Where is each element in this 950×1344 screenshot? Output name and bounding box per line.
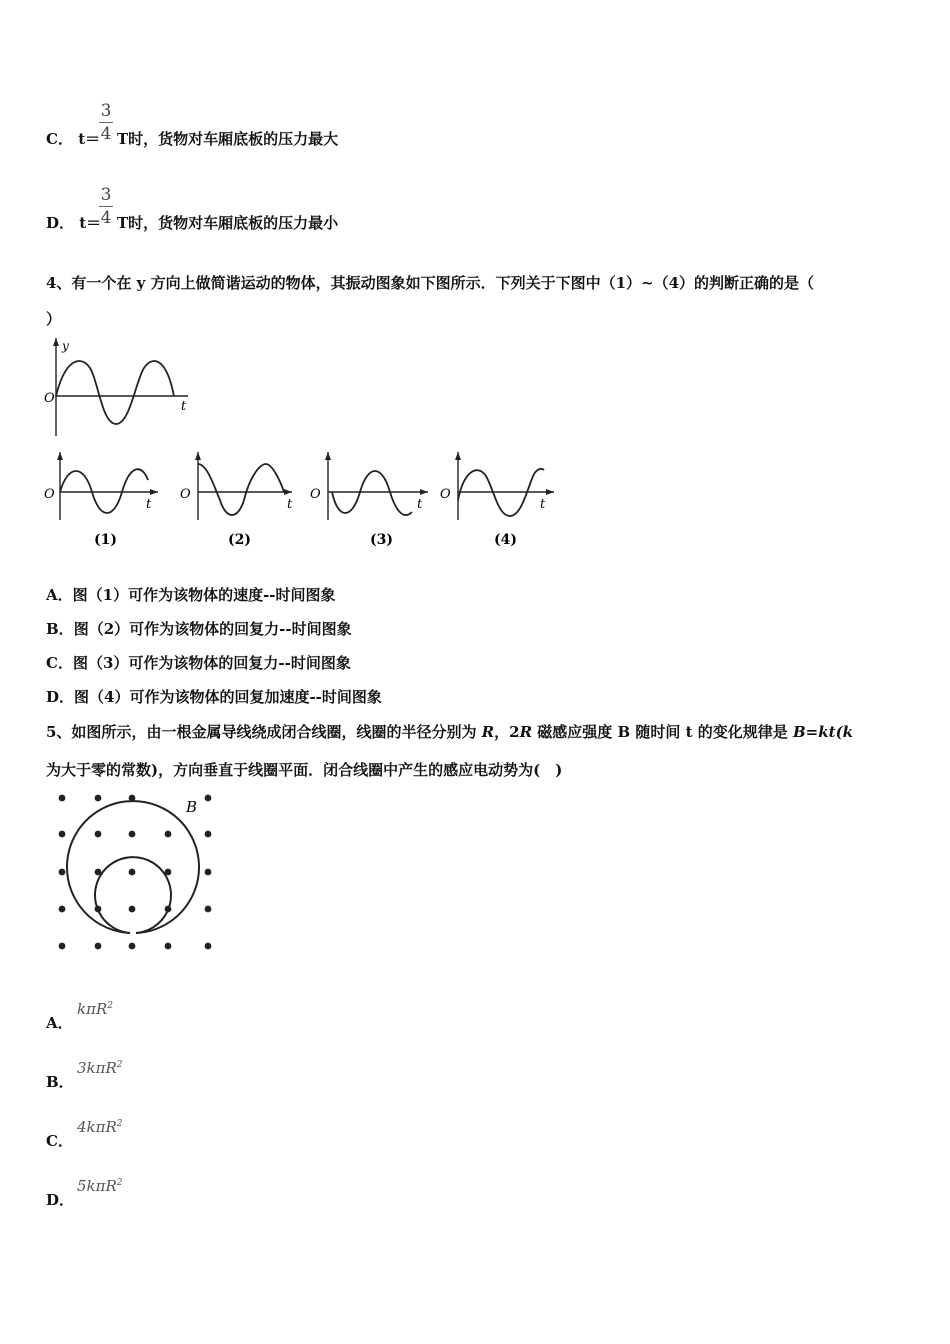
radius-symbol: R [481,723,495,741]
fraction-numerator: 3 [100,185,112,205]
t-axis-label: t [287,497,293,512]
coefficient: 5 [77,1177,87,1195]
k-symbol: k [86,1059,96,1077]
q5-coil-figure [48,788,228,958]
r-symbol: R [105,1177,117,1195]
origin-label: O [44,487,55,502]
r-symbol: R [95,1000,108,1018]
q5-stem-line1 [46,721,853,742]
q5-option-c-expr [77,1118,123,1136]
sub-graph-1 [44,452,158,548]
b-field-label: B [186,798,198,816]
sub-graph-2 [180,452,293,548]
fraction-3-4 [99,184,113,229]
t-axis-label: t [417,497,423,512]
y-axis-arrow [53,338,59,346]
q5-option-a-label: A． [46,1014,73,1032]
option-label: B． [46,620,74,638]
k-symbol: k [86,1177,96,1195]
option-label: A． [46,586,73,604]
q4-option-c [46,652,351,673]
sub-graph-3 [310,452,428,548]
q3-option-c [46,128,100,149]
option-text: 图（4）可作为该物体的回复加速度--时间图象 [74,688,382,706]
field-dots [59,795,212,950]
q4-main-graph [40,336,200,440]
stem-text: ，2 [494,723,520,741]
fraction-denominator: 4 [100,124,112,144]
fraction-denominator: 4 [100,208,112,228]
q4-stem-line1: 4、有一个在 y 方向上做简谐运动的物体，其振动图象如下图所示．下列关于下图中（1）~（4）的判断正确的是（ [46,274,815,292]
r-symbol: R [105,1118,117,1136]
inner-coil [95,857,171,933]
sub-graph-4 [440,452,554,548]
stem-text: 磁感应强度 B 随时间 t 的变化规律是 [532,723,793,741]
sub-label-1: (1) [94,532,117,548]
coefficient: 3 [77,1059,87,1077]
option-label: C． [46,654,73,672]
fraction-numerator: 3 [100,101,112,121]
pi-symbol: π [95,1059,106,1077]
origin-label: O [44,391,55,406]
k-symbol: k [86,1118,96,1136]
origin-label: O [180,487,191,502]
q5-option-a-expr [77,1000,113,1018]
q5-option-d-label: D． [46,1191,75,1209]
option-text: 图（3）可作为该物体的回复力--时间图象 [72,654,351,672]
origin-label: O [440,487,451,502]
fraction-3-4 [99,100,113,145]
option-label: D． [46,214,75,232]
sub-label-4: (4) [494,532,517,548]
t-axis-label: t [540,497,546,512]
radius-symbol: R [519,723,533,741]
origin-label: O [310,487,321,502]
r-symbol: R [105,1059,117,1077]
sub-label-2: (2) [228,532,251,548]
exponent: 2 [116,1119,123,1129]
formula: B=kt(k [793,723,854,741]
q5-option-d-expr [77,1177,123,1195]
option-text: 图（2）可作为该物体的回复力--时间图象 [73,620,352,638]
k-symbol: k [77,1000,87,1018]
t-axis-label: t [181,399,187,414]
sine-curve [56,361,174,424]
exponent: 2 [116,1178,123,1188]
coefficient: 4 [77,1118,87,1136]
t-prefix: t＝ [79,214,102,232]
q4-option-a [46,584,336,605]
pi-symbol: π [95,1118,106,1136]
sub-label-3: (3) [370,532,393,548]
stem-text: 5、如图所示，由一根金属导线绕成闭合线圈，线圈的半径分别为 [46,723,482,741]
option-label: D． [46,688,75,706]
t-prefix: t＝ [78,130,101,148]
q4-stem-line2: ） [46,310,62,328]
q5-option-b-label: B． [46,1073,74,1091]
option-text: 图（1）可作为该物体的速度--时间图象 [72,586,336,604]
outer-coil [67,801,199,933]
q5-option-c-label: C． [46,1132,73,1150]
t-axis-label: t [146,497,152,512]
y-axis-label: y [62,339,69,353]
exponent: 2 [116,1060,123,1070]
q3-option-d-text: T时，货物对车厢底板的压力最小 [117,214,339,232]
q4-option-b [46,618,352,639]
q5-option-b-expr [77,1059,123,1077]
q3-option-d [46,212,101,233]
q3-option-c-text: T时，货物对车厢底板的压力最大 [117,130,339,148]
pi-symbol: π [86,1000,96,1018]
exponent: 2 [107,1001,113,1011]
pi-symbol: π [95,1177,106,1195]
q5-stem-line2: 为大于零的常数)，方向垂直于线圈平面．闭合线圈中产生的感应电动势为( ) [46,761,563,779]
q4-option-d [46,686,382,707]
option-label: C． [46,130,73,148]
q4-sub-graphs [40,450,560,550]
